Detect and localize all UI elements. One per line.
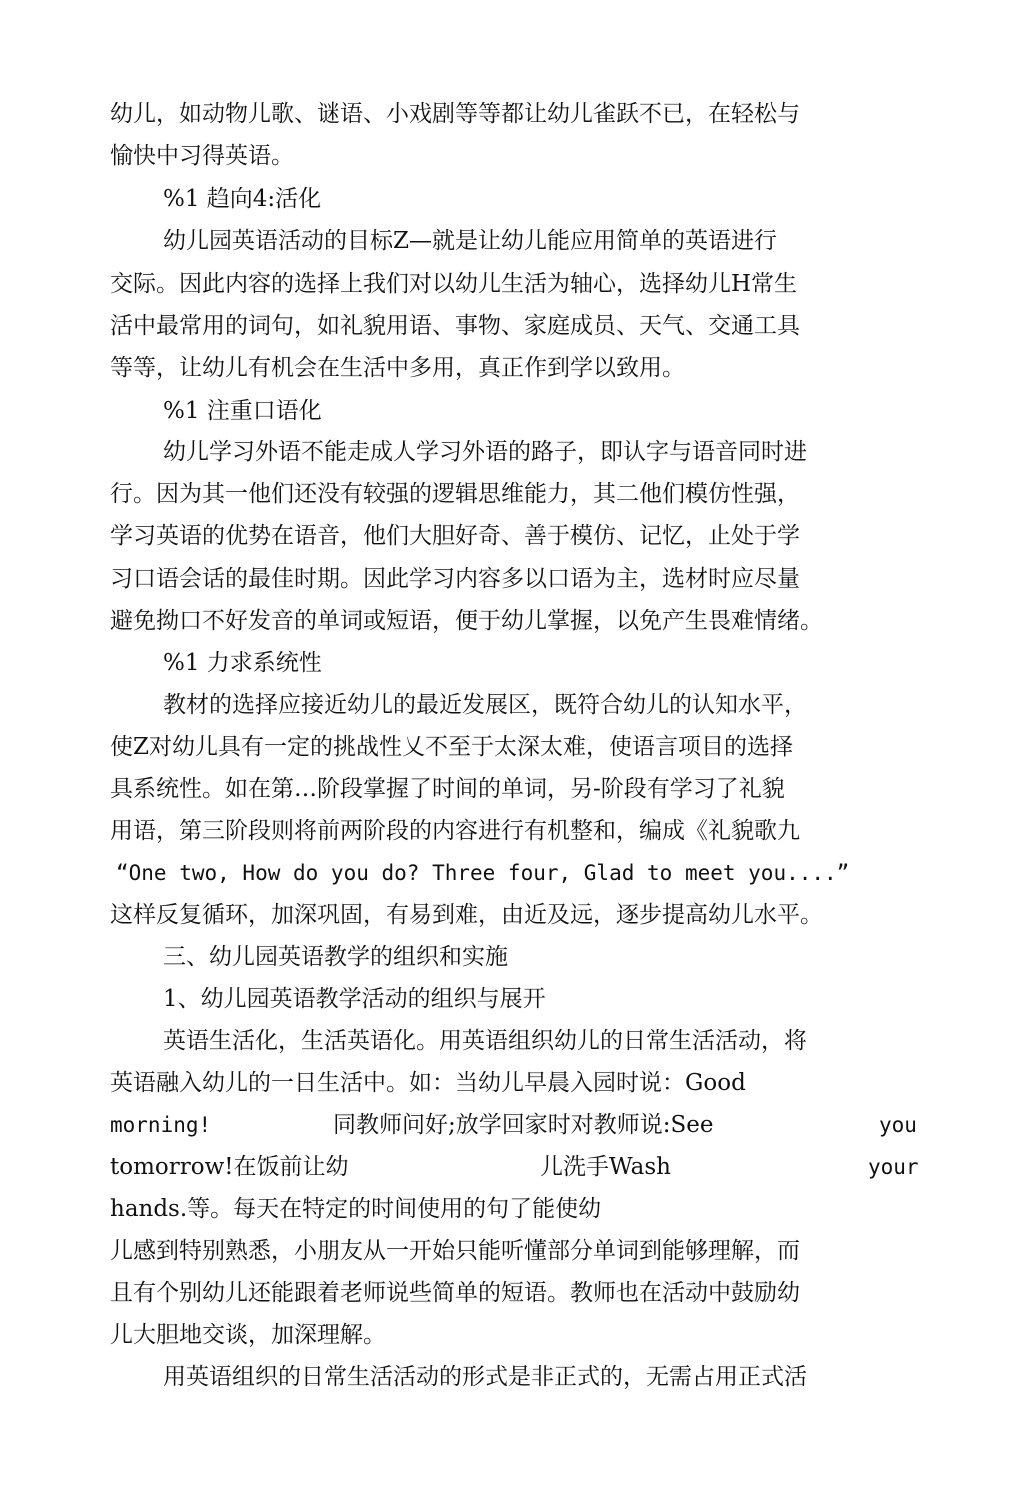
text-line: 避免拗口不好发音的单词或短语，便于幼儿掌握，以免产生畏难情绪。 [110,608,823,634]
text-segment: tomorrow!在饭前让幼 [110,1154,349,1180]
text-line: 儿感到特别熟悉，小朋友从一开始只能听懂部分单词到能够理解，而 [110,1238,800,1264]
text-line: 具系统性。如在第…阶段掌握了时间的单词，另-阶段有学习了礼貌 [110,776,785,802]
text-line: hands.等。每天在特定的时间使用的句了能使幼 [110,1196,602,1222]
text-segment: your [868,1155,919,1179]
text-line: 儿大胆地交谈，加深理解。 [110,1322,386,1348]
text-line: 习口语会话的最佳时期。因此学习内容多以口语为主，选材时应尽量 [110,566,800,592]
section-heading: 三、幼儿园英语教学的组织和实施 [163,944,508,970]
text-segment: 儿洗手Wash [540,1154,671,1180]
section-heading: %1 注重口语化 [163,398,322,424]
text-line: 等等，让幼儿有机会在生活中多用，真正作到学以致用。 [110,355,685,381]
section-heading: %1 趋向4:活化 [163,186,322,212]
text-line: 英语融入幼儿的一日生活中。如：当幼儿早晨入园时说：Good [110,1070,746,1096]
text-line: 活中最常用的词句，如礼貌用语、事物、家庭成员、天气、交通工具 [110,313,800,339]
text-line: 行。因为其一他们还没有较强的逻辑思维能力，其二他们模仿性强， [110,481,800,507]
text-line: 且有个别幼儿还能跟着老师说些简单的短语。教师也在活动中鼓励幼 [110,1280,800,1306]
text-line: 幼儿园英语活动的目标Z—就是让幼儿能应用简单的英语进行 [163,228,777,254]
text-line: 英语生活化，生活英语化。用英语组织幼儿的日常生活活动，将 [163,1028,807,1054]
text-line: 用语，第三阶段则将前两阶段的内容进行有机整和，编成《礼貌歌九 [110,818,800,844]
text-segment: morning! [110,1113,212,1137]
english-quote-line: “One two, How do you do? Three four, Glad to meet you....” [116,861,850,885]
text-line: 幼儿，如动物儿歌、谜语、小戏剧等等都让幼儿雀跃不已，在轻松与 [110,101,800,127]
text-segment: 同教师问好;放学回家时对教师说:See [333,1112,714,1138]
text-line: 使Z对幼儿具有一定的挑战性乂不至于太深太难，使语言项目的选择 [110,734,793,760]
text-line: 用英语组织的日常生活活动的形式是非正式的，无需占用正式活 [163,1364,807,1390]
text-line: 幼儿学习外语不能走成人学习外语的路子，即认字与语音同时进 [163,439,807,465]
text-segment: you [879,1113,917,1137]
section-heading: %1 力求系统性 [163,650,322,676]
text-line: 交际。因此内容的选择上我们对以幼儿生活为轴心，选择幼儿H常生 [110,271,798,297]
text-line: 学习英语的优势在语音，他们大胆好奇、善于模仿、记忆，止处于学 [110,523,800,549]
subsection-heading: 1、幼儿园英语教学活动的组织与展开 [163,986,546,1012]
text-line: 愉快中习得英语。 [110,143,294,169]
text-line: 教材的选择应接近幼儿的最近发展区，既符合幼儿的认知水平， [163,692,807,718]
text-line: 这样反复循环，加深巩固，有易到难，由近及远，逐步提高幼儿水平。 [110,902,823,928]
